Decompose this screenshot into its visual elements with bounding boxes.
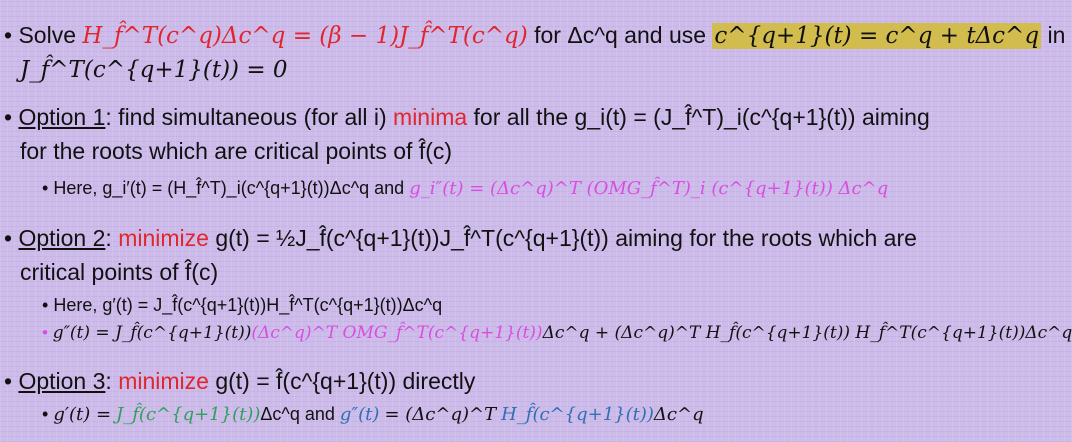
sub-bullet-dot: • xyxy=(42,404,49,424)
option-3-colon: : xyxy=(105,368,112,394)
bullet-3-line-2 xyxy=(20,259,218,286)
sub-bullet-dot: • xyxy=(42,178,49,198)
update-equation: c^{q+1}(t) = c^q + tΔc^q xyxy=(714,23,1040,49)
option-3-sub1-e: = (Δc^q)^T xyxy=(384,404,497,425)
option-1-label: Option 1 xyxy=(18,104,106,130)
option-3-sub-1 xyxy=(42,404,704,425)
option-2-text-a: g(t) = ½J_f̂(c^{q+1}(t))J_f̂^T(c^{q+1}(t)) aiming for the roots which are xyxy=(215,225,917,251)
option-1-sub-1 xyxy=(42,178,888,199)
bullet-1-line-1 xyxy=(4,22,1065,49)
solve-equation: H_f̂^T(c^q)Δc^q = (β − 1)J_f̂^T(c^q) xyxy=(82,23,528,49)
option-2-sub1: Here, g′(t) = J_f̂(c^{q+1}(t))H_f̂^T(c^{q+1}(t))Δc^q xyxy=(53,295,443,315)
option-2-text-b: critical points of f̂(c) xyxy=(20,259,219,285)
minimize-word-2: minimize xyxy=(118,225,209,251)
option-3-sub1-g: Δc^q xyxy=(653,404,704,425)
option-1-text-a: : find simultaneous (for all i) xyxy=(105,104,387,130)
option-2-label: Option 2 xyxy=(18,225,106,251)
sub-bullet-dot: • xyxy=(42,323,48,342)
option-2-sub2-c: Δc^q + (Δc^q)^T H_f̂(c^{q+1}(t)) H_f̂^T(c^{q+1}(t))Δc^q xyxy=(542,323,1072,343)
option-3-sub1-c: Δc^q and xyxy=(260,404,335,424)
bullet-dot: • xyxy=(4,368,13,394)
option-3-text-a: g(t) = f̂(c^{q+1}(t)) directly xyxy=(215,368,476,394)
bullet-2-line-1 xyxy=(4,104,930,131)
zero-equation: J_f̂^T(c^{q+1}(t)) = 0 xyxy=(20,57,288,83)
option-3-sub1-f: H_f̂(c^{q+1}(t)) xyxy=(501,404,654,425)
option-1-text-b: for all the g_i(t) = (J_f̂^T)_i(c^{q+1}(t)) aiming xyxy=(473,104,930,130)
option-1-sub1-a: Here, g_i′(t) = (H_f̂^T)_i(c^{q+1}(t))Δc^q and xyxy=(53,178,405,198)
option-1-sub1-b: g_i″(t) = (Δc^q)^T (OMG_f̂^T)_i (c^{q+1}(t)) Δc^q xyxy=(409,178,889,199)
bullet-dot: • xyxy=(4,225,13,251)
option-2-sub-2 xyxy=(42,323,1072,343)
bullet-3-line-1 xyxy=(4,225,917,252)
option-2-colon: : xyxy=(105,225,112,251)
option-1-text-c: for the roots which are critical points of f̂(c) xyxy=(20,138,453,164)
minimize-word-3: minimize xyxy=(118,368,209,394)
bullet-dot: • xyxy=(4,22,13,48)
bullet-dot: • xyxy=(4,104,13,130)
sub-bullet-dot: • xyxy=(42,295,49,315)
for-text: for Δc^q and use xyxy=(534,22,707,48)
option-3-sub1-b: J_f̂(c^{q+1}(t)) xyxy=(116,404,261,425)
option-3-sub1-d: g″(t) xyxy=(339,404,380,425)
solve-word: Solve xyxy=(18,22,76,48)
minima-word: minima xyxy=(393,104,468,130)
option-3-sub1-a: g′(t) = xyxy=(53,404,112,425)
option-2-sub2-b: (Δc^q)^T OMG_f̂^T(c^{q+1}(t)) xyxy=(251,323,543,343)
bullet-2-line-2 xyxy=(20,138,452,165)
bullet-1-line-2 xyxy=(20,56,288,83)
bullet-4-line-1 xyxy=(4,368,475,395)
option-2-sub2-a: g″(t) = J_f̂(c^{q+1}(t)) xyxy=(52,323,252,343)
option-3-label: Option 3 xyxy=(18,368,106,394)
option-2-sub-1 xyxy=(42,295,442,316)
in-text: in xyxy=(1047,22,1066,48)
